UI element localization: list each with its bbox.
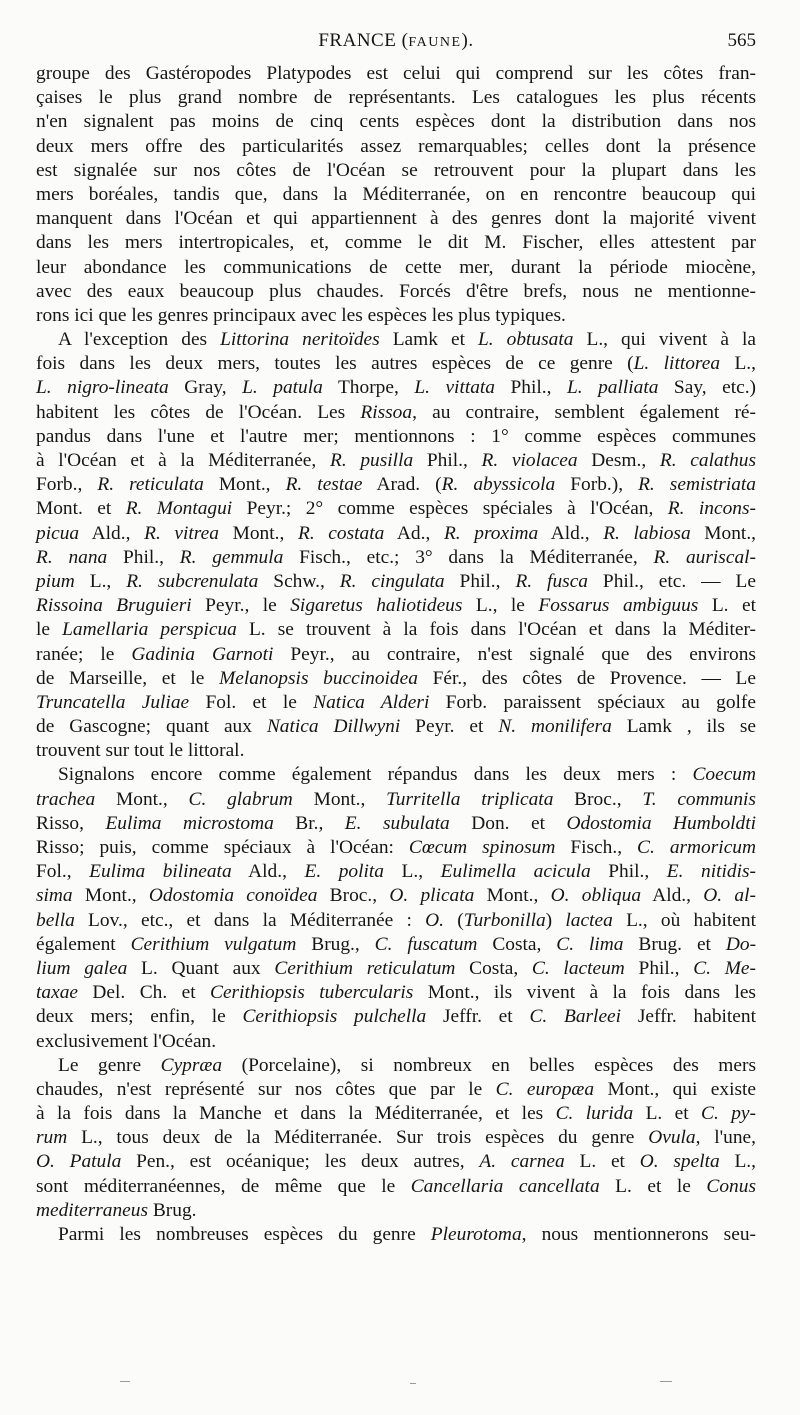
text-run: Ald., (79, 522, 145, 544)
text-run: L., le (462, 595, 539, 617)
text-line (36, 1078, 756, 1102)
text-run: Mont., (72, 885, 149, 907)
text-run: Mont., (95, 788, 189, 810)
text-run: sont méditerranéennes, de même que le (36, 1175, 411, 1197)
text-run: manquent dans l'Océan et qui appartiennent à des genres dont la majorité vivent (36, 208, 756, 230)
text-run: Forb. paraissent spéciaux au golfe (429, 691, 756, 713)
text-run: Arad. ( (362, 474, 442, 496)
italic-taxon-text: L. vittata (414, 377, 495, 399)
body-text (36, 62, 756, 1247)
italic-taxon-text: picua (36, 522, 80, 544)
text-line (36, 788, 756, 812)
italic-taxon-text: trachea (36, 788, 96, 810)
text-run: Forb.), (555, 474, 639, 496)
text-line (36, 497, 756, 521)
italic-taxon-text: Eulima bilineata (89, 861, 232, 883)
italic-taxon-text: R. abyssicola (441, 474, 556, 496)
text-line (36, 280, 756, 304)
text-run: également (36, 933, 131, 955)
text-run: ( (444, 909, 464, 931)
italic-taxon-text: Natica Alderi (313, 691, 430, 713)
italic-taxon-text: Conus (706, 1175, 756, 1197)
italic-taxon-text: C. Barleei (529, 1006, 622, 1028)
text-run: est signalée sur nos côtes de l'Océan se retrouvent pour la plupart dans les (36, 159, 756, 181)
italic-taxon-text: sima (36, 885, 73, 907)
italic-taxon-text: L. palliata (566, 377, 659, 399)
italic-taxon-text: O. plicata (389, 885, 475, 907)
text-run: Say, etc.) (658, 377, 757, 399)
italic-taxon-text: O. spelta (639, 1151, 720, 1173)
scan-specks (90, 1378, 710, 1388)
text-run: Mont., (474, 885, 551, 907)
italic-taxon-text: R. reticulata (97, 474, 204, 496)
text-run: Thorpe, (322, 377, 415, 399)
italic-taxon-text: R. violacea (481, 450, 578, 471)
italic-taxon-text: Coecum (692, 764, 756, 786)
text-run: Mont. et (36, 498, 126, 520)
text-line (36, 812, 756, 836)
text-run: Peyr.; 2° comme espèces spéciales à l'Océan, (232, 498, 668, 520)
text-run: L. et (698, 595, 756, 617)
text-run: Costa, (455, 957, 532, 979)
text-run: chaudes, n'est représenté sur nos côtes que par le (36, 1078, 496, 1100)
italic-taxon-text: Gadinia Garnoti (131, 643, 274, 665)
italic-taxon-text: Lamellaria perspicua (62, 619, 237, 641)
italic-taxon-text: T. communis (642, 788, 756, 810)
text-run: de Marseille, et le (36, 667, 220, 689)
italic-taxon-text: Fossarus ambiguus (538, 595, 699, 617)
italic-taxon-text: rum (36, 1127, 68, 1149)
italic-taxon-text: Natica Dillwyni (266, 716, 401, 738)
italic-taxon-text: Eulimella acicula (440, 861, 591, 883)
text-line (36, 594, 756, 618)
italic-taxon-text: lactea (565, 909, 613, 931)
text-line (36, 376, 756, 400)
italic-taxon-text: taxae (36, 982, 78, 1004)
text-run: Ald., (538, 522, 604, 544)
text-line (36, 1005, 756, 1029)
italic-taxon-text: C. lima (556, 933, 624, 955)
text-run: L. et le (599, 1175, 707, 1197)
italic-taxon-text: lium galea (36, 957, 128, 979)
italic-taxon-text: Ovula (648, 1127, 696, 1149)
text-line (36, 860, 756, 884)
italic-taxon-text: C. lacteum (531, 957, 625, 979)
text-run: Mont., (690, 522, 757, 544)
text-run: Fisch., (555, 837, 638, 858)
italic-taxon-text: L. nigro-lineata (36, 377, 169, 399)
text-run: L., où habitent (612, 909, 756, 931)
italic-taxon-text: N. monilifera (498, 716, 612, 738)
running-title-small-caps: FAUNE (408, 35, 462, 50)
italic-taxon-text: O. al- (703, 885, 756, 907)
text-run: L., tous deux de la Méditerranée. Sur trois espèces du genre (67, 1127, 649, 1149)
text-run: Phil., (590, 861, 667, 883)
italic-taxon-text: Odostomia Humboldti (566, 812, 756, 834)
text-run: çaises le plus grand nombre de représentants. Les catalogues les plus récents (36, 87, 756, 109)
text-line (36, 1030, 756, 1054)
text-run: , nous mentionnerons seu- (521, 1224, 756, 1245)
text-run: leur abondance les communications de cette mer, durant la période miocène, (36, 256, 756, 278)
text-run: Le genre (58, 1054, 161, 1076)
italic-taxon-text: Turritella triplicata (386, 788, 554, 810)
text-run: Signalons encore comme également répandus dans les deux mers : (58, 764, 693, 786)
text-line (36, 981, 756, 1005)
italic-taxon-text: R. gemmula (179, 546, 284, 568)
text-line (36, 1126, 756, 1150)
italic-taxon-text: R. pusilla (329, 450, 414, 471)
text-line (36, 304, 756, 328)
text-run: mers boréales, tandis que, dans la Méditerranée, on en rencontre beaucoup qui (36, 183, 756, 205)
italic-taxon-text: Eulima microstoma (105, 812, 274, 834)
text-run: L., (720, 353, 757, 375)
text-run: groupe des Gastéropodes Platypodes est celui qui comprend sur les côtes fran- (36, 63, 756, 84)
text-run: avec des eaux beaucoup plus chaudes. Forcés d'être brefs, nous ne mentionne- (36, 280, 756, 302)
text-run: Ald., (231, 861, 305, 883)
italic-taxon-text: Truncatella Juliae (36, 691, 190, 713)
text-line (36, 836, 756, 860)
italic-taxon-text: Sigaretus haliotideus (290, 595, 463, 617)
italic-taxon-text: Cœcum spinosum (408, 837, 556, 858)
text-run: Jeffr. et (426, 1006, 530, 1028)
text-run: Forb., (36, 474, 98, 496)
text-run: Peyr., le (191, 595, 291, 617)
text-run: Fisch., etc.; 3° dans la Méditerranée, (283, 546, 654, 568)
text-run: rons ici que les genres principaux avec les espèces les plus typiques. (36, 304, 566, 326)
text-run: Phil., (495, 377, 567, 399)
italic-taxon-text: Odostomia conoïdea (148, 885, 318, 907)
text-run: Lamk et (379, 329, 478, 351)
text-run: (Porcelaine), si nombreux en belles espèces des mers (222, 1054, 756, 1076)
text-line (36, 546, 756, 570)
italic-taxon-text: E. nitidis- (666, 861, 756, 883)
italic-taxon-text: L. obtusata (477, 329, 574, 351)
text-line (36, 352, 756, 376)
text-run: Desm., (577, 450, 660, 471)
text-line (36, 570, 756, 594)
text-run: Brug. et (623, 933, 726, 955)
text-line (36, 256, 756, 280)
text-run: Pen., est océanique; les deux autres, (121, 1151, 480, 1173)
text-run: Mont., (292, 788, 387, 810)
text-line (36, 643, 756, 667)
text-line (36, 1223, 756, 1247)
italic-taxon-text: R. cingulata (339, 570, 445, 592)
text-run: Phil., (624, 957, 694, 979)
text-run: Brug., (296, 933, 375, 955)
italic-taxon-text: R. nana (36, 546, 108, 568)
text-run: , au contraire, semblent également ré- (412, 401, 756, 423)
text-run: Broc., (317, 885, 390, 907)
text-run: Phil., (444, 570, 516, 592)
italic-taxon-text: R. labiosa (603, 522, 691, 544)
italic-taxon-text: Cerithiopsis pulchella (242, 1006, 427, 1028)
text-run: Fol. et le (189, 691, 314, 713)
italic-taxon-text: R. semistriata (638, 474, 756, 496)
italic-taxon-text: C. Me- (693, 957, 756, 979)
italic-taxon-text: R. vitrea (144, 522, 219, 544)
text-run: Br., (273, 812, 345, 834)
text-run: L., qui vivent à la (573, 329, 756, 351)
italic-taxon-text: R. proxima (443, 522, 539, 544)
text-run: deux mers offre des particularités assez remarquables; celles dont la présence (36, 135, 756, 157)
italic-taxon-text: Rissoina Bruguieri (36, 595, 192, 617)
text-line (36, 135, 756, 159)
text-run: L., (74, 570, 127, 592)
text-run: fois dans les deux mers, toutes les autres espèces de ce genre ( (36, 353, 634, 375)
text-run: Mont., (218, 522, 298, 544)
text-run: dans les mers intertropicales, et, comme le dit M. Fischer, elles attestent par (36, 232, 756, 254)
italic-taxon-text: L. littorea (633, 353, 721, 375)
italic-taxon-text: bella (36, 909, 75, 931)
text-run: Brug. (148, 1199, 197, 1221)
text-run: Don. et (449, 812, 567, 834)
text-run: L., (719, 1151, 756, 1173)
text-run: Mont., qui existe (594, 1078, 757, 1100)
text-line (36, 909, 756, 933)
text-line (36, 691, 756, 715)
text-run: Del. Ch. et (78, 982, 211, 1004)
text-line (36, 957, 756, 981)
text-run: L. se trouvent à la fois dans l'Océan et dans la Méditer- (236, 619, 757, 641)
italic-taxon-text: mediterraneus (36, 1199, 149, 1221)
italic-taxon-text: R. calathus (659, 450, 756, 471)
text-line (36, 522, 756, 546)
text-line (36, 763, 756, 787)
running-header (36, 30, 756, 56)
italic-taxon-text: C. fuscatum (374, 933, 478, 955)
text-run: de Gascogne; quant aux (36, 716, 267, 738)
italic-taxon-text: C. glabrum (188, 788, 293, 810)
text-run: ) (545, 909, 566, 931)
italic-taxon-text: A. carnea (479, 1151, 565, 1173)
text-line (36, 884, 756, 908)
italic-taxon-text: C. py- (701, 1103, 756, 1125)
text-line (36, 328, 756, 352)
text-run: L. Quant aux (127, 957, 275, 979)
italic-taxon-text: Melanopsis buccinoidea (219, 667, 418, 689)
scan-speck (120, 1381, 130, 1382)
text-run: Risso; puis, comme spéciaux à l'Océan: (36, 837, 409, 858)
text-line (36, 110, 756, 134)
text-line (36, 231, 756, 255)
italic-taxon-text: Cerithiopsis tubercularis (210, 982, 414, 1004)
italic-taxon-text: R. fusca (515, 570, 588, 592)
text-line (36, 207, 756, 231)
text-line (36, 62, 756, 86)
italic-taxon-text: E. polita (304, 861, 384, 883)
text-run: , l'une, (695, 1127, 757, 1149)
text-line (36, 1102, 756, 1126)
text-run: A l'exception des (58, 329, 221, 351)
italic-taxon-text: L. patula (242, 377, 323, 399)
text-line (36, 473, 756, 497)
italic-taxon-text: O. (425, 909, 445, 931)
running-title-close: ). (461, 30, 474, 51)
text-run: Mont., ils vivent à la fois dans les (413, 982, 756, 1004)
italic-taxon-text: C. lurida (555, 1103, 634, 1125)
italic-taxon-text: Do- (725, 933, 757, 955)
italic-taxon-text: R. costata (297, 522, 385, 544)
text-line (36, 401, 756, 425)
text-run: Peyr., au contraire, n'est signalé que des environs (273, 643, 756, 665)
text-run: à l'Océan et à la Méditerranée, (36, 450, 330, 471)
text-run: L. et (633, 1103, 702, 1125)
italic-taxon-text: pium (36, 570, 75, 592)
running-title (36, 30, 756, 52)
text-run: Phil., (413, 450, 482, 471)
text-run: pandus dans l'une et l'autre mer; mentionnons : 1° comme espèces communes (36, 425, 756, 447)
text-run: Mont., (203, 474, 286, 496)
text-run: Broc., (553, 788, 643, 810)
text-run: Jeffr. habitent (621, 1006, 756, 1028)
italic-taxon-text: R. auriscal- (653, 546, 756, 568)
text-run: Costa, (477, 933, 557, 955)
italic-taxon-text: Cerithium vulgatum (130, 933, 297, 955)
text-run: Lamk , ils se (611, 716, 756, 738)
text-line (36, 618, 756, 642)
italic-taxon-text: R. incons- (667, 498, 756, 520)
italic-taxon-text: C. armoricum (637, 837, 756, 858)
italic-taxon-text: R. testae (285, 474, 363, 496)
italic-taxon-text: Turbonilla (463, 909, 546, 931)
italic-taxon-text: Pleurotoma (430, 1224, 522, 1245)
running-title-main: FRANCE ( (318, 30, 409, 51)
text-run: Gray, (168, 377, 243, 399)
italic-taxon-text: C. europæa (495, 1078, 595, 1100)
scan-speck (410, 1383, 416, 1384)
text-line (36, 739, 756, 763)
text-line (36, 933, 756, 957)
text-line (36, 425, 756, 449)
text-run: ranée; le (36, 643, 132, 665)
text-run: Lov., etc., et dans la Méditerranée : (74, 909, 426, 931)
italic-taxon-text: O. Patula (36, 1151, 122, 1173)
text-run: Ald., (641, 885, 704, 907)
text-run: deux mers; enfin, le (36, 1006, 243, 1028)
text-run: L. et (564, 1151, 640, 1173)
text-run: L., (384, 861, 441, 883)
text-run: à la fois dans la Manche et dans la Méditerranée, et les (36, 1103, 556, 1125)
page-number: 565 (727, 30, 756, 51)
text-line (36, 1150, 756, 1174)
text-run: Parmi les nombreuses espèces du genre (58, 1224, 431, 1245)
italic-taxon-text: Rissoa (360, 401, 413, 423)
text-line (36, 1199, 756, 1223)
text-line (36, 449, 756, 473)
italic-taxon-text: R. Montagui (125, 498, 233, 520)
italic-taxon-text: Cerithium reticulatum (274, 957, 456, 979)
text-line (36, 159, 756, 183)
text-run: habitent les côtes de l'Océan. Les (36, 401, 361, 423)
scan-speck (660, 1381, 672, 1382)
italic-taxon-text: R. subcrenulata (126, 570, 259, 592)
text-line (36, 667, 756, 691)
text-run: le (36, 619, 63, 641)
text-run: Schw., (258, 570, 340, 592)
text-run: Phil., etc. — Le (588, 570, 756, 592)
text-run: Risso, (36, 812, 106, 834)
text-line (36, 86, 756, 110)
text-run: trouvent sur tout le littoral. (36, 740, 245, 762)
text-run: Fol., (36, 861, 90, 883)
italic-taxon-text: E. subulata (344, 812, 450, 834)
text-line (36, 1054, 756, 1078)
text-run: n'en signalent pas moins de cinq cents espèces dont la distribution dans nos (36, 111, 756, 133)
text-run: Ad., (384, 522, 444, 544)
text-run: exclusivement l'Océan. (36, 1030, 217, 1052)
italic-taxon-text: Cancellaria cancellata (410, 1175, 600, 1197)
text-run: Phil., (107, 546, 180, 568)
text-line (36, 715, 756, 739)
text-run: Peyr. et (400, 716, 499, 738)
italic-taxon-text: Littorina neritoïdes (220, 329, 380, 351)
text-line (36, 183, 756, 207)
text-line (36, 1175, 756, 1199)
italic-taxon-text: O. obliqua (550, 885, 642, 907)
italic-taxon-text: Cypræa (160, 1054, 223, 1076)
text-run: Fér., des côtes de Provence. — Le (417, 667, 756, 689)
